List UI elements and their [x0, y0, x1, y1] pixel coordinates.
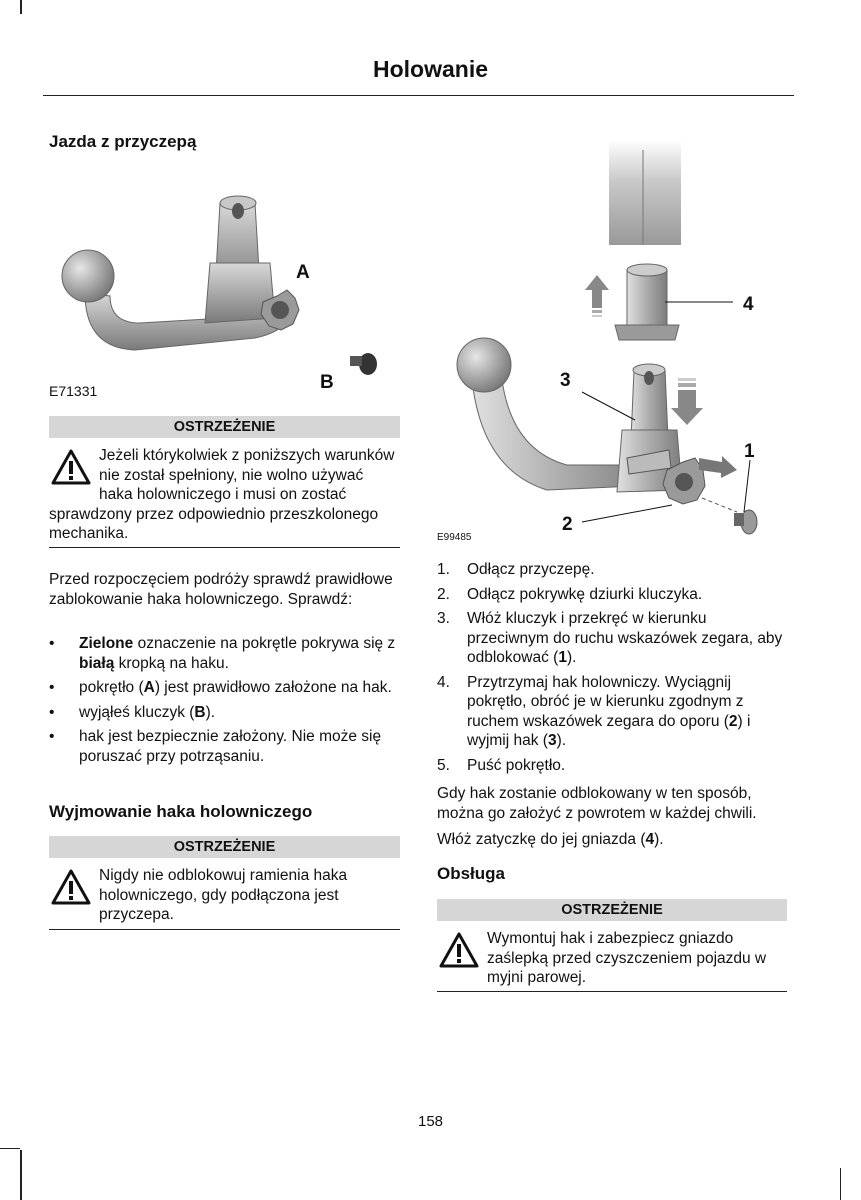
step-number: 3. — [437, 610, 450, 627]
crop-mark-bottom-left-v — [20, 1150, 22, 1200]
step-item — [437, 585, 789, 605]
warning1-header: OSTRZEŻENIE — [49, 416, 400, 438]
bullet-marker: • — [49, 679, 55, 696]
intro-paragraph: Przed rozpoczęciem podróży sprawdź prawidłowe zablokowanie haka holowniczego. Sprawdź: — [49, 571, 393, 608]
bullet-marker: • — [49, 703, 55, 721]
step-item — [437, 609, 789, 668]
warning1-text: Jeżeli którykolwiek z poniższych warunków nie został spełniony, nie wolno używać haka holowniczego i musi on zostać sprawdzony przez odpowiednio przeszkolonego mechanika. — [49, 447, 395, 542]
checklist-item-segment: kropką na haku. — [114, 654, 229, 672]
plug-paragraph-segment: 4 — [645, 831, 655, 848]
checklist-item-segment: wyjąłeś kluczyk ( — [79, 703, 195, 721]
warning1-divider — [49, 547, 400, 548]
page-number: 158 — [417, 1113, 444, 1130]
checklist-item-segment: pokrętło ( — [79, 679, 144, 696]
step-item — [437, 673, 789, 751]
warning1-block — [49, 446, 400, 544]
figure2-callout-1: 1 — [744, 441, 755, 462]
towbar-removal-illustration — [437, 140, 792, 540]
step-number: 1. — [437, 561, 450, 578]
removal-steps — [437, 560, 789, 780]
warning3-header: OSTRZEŻENIE — [437, 899, 787, 921]
title-divider — [43, 95, 794, 96]
step-number: 5. — [437, 756, 450, 774]
checklist-item — [49, 727, 401, 766]
crop-mark-bottom-left-h — [0, 1148, 20, 1149]
step-item — [437, 560, 789, 580]
step-number: 4. — [437, 673, 450, 691]
warning2-divider — [49, 929, 400, 930]
checklist-item-segment: B — [194, 703, 206, 721]
section-heading-removing: Wyjmowanie haka holowniczego — [49, 802, 313, 821]
checklist-item-segment: oznaczenie na pokrętle pokrywa się z — [133, 635, 396, 652]
step-item-segment: 3 — [547, 732, 557, 749]
section-heading-maintenance: Obsługa — [437, 864, 506, 883]
key-part — [350, 353, 377, 375]
checklist-item-segment: ). — [205, 703, 216, 721]
checklist-item-segment: hak jest bezpiecznie założony. Nie może się poruszać przy potrząsaniu. — [79, 728, 382, 765]
figure2-code: E99485 — [437, 532, 472, 543]
checklist-item — [49, 703, 401, 723]
warning3-block — [437, 929, 787, 988]
checklist-item — [49, 634, 401, 673]
step-item-segment: 2 — [728, 712, 738, 730]
checklist-item-segment: Zielone — [79, 635, 134, 652]
warning2-text: Nigdy nie odblokowuj ramienia haka holowniczego, gdy podłączona jest przyczepa. — [99, 867, 348, 923]
checklist-item-segment: białą — [79, 654, 115, 672]
figure1-label-a: A — [296, 262, 310, 283]
step-item-segment: ) i wyjmij hak ( — [467, 712, 751, 749]
towbar-illustration — [55, 178, 395, 383]
crop-mark-bottom-right-v — [840, 1168, 841, 1200]
figure1-label-b: B — [320, 372, 334, 393]
plug-paragraph — [437, 830, 789, 850]
bullet-marker: • — [49, 635, 55, 652]
step-item-segment: Odłącz pokrywkę dziurki kluczyka. — [467, 585, 703, 603]
plug-paragraph-segment: Włóż zatyczkę do jej gniazda ( — [437, 831, 646, 848]
checklist — [49, 634, 401, 771]
warning2-block — [49, 866, 400, 925]
warning3-divider — [437, 991, 787, 992]
figure2-callout-4: 4 — [743, 294, 754, 315]
step-item-segment: Przytrzymaj hak holowniczy. Wyciągnij pokrętło, obróć je w kierunku zgodnym z ruchem wskazówek zegara do oporu ( — [467, 673, 744, 730]
warning-triangle-icon — [51, 448, 91, 486]
checklist-item-segment: ) jest prawidłowo założone na hak. — [154, 679, 392, 696]
figure2-callout-3: 3 — [560, 370, 571, 391]
step-item-segment: ). — [556, 732, 567, 749]
section-heading-towing: Jazda z przyczepą — [49, 132, 197, 151]
plug-paragraph-segment: ). — [654, 831, 664, 848]
unlocked-paragraph: Gdy hak zostanie odblokowany w ten sposób, można go założyć z powrotem w każdej chwili. — [437, 785, 757, 822]
warning-triangle-icon — [439, 931, 479, 969]
warning-triangle-icon — [51, 868, 91, 906]
page-title: Holowanie — [372, 56, 488, 82]
figure1-code: E71331 — [49, 383, 98, 399]
bullet-marker: • — [49, 728, 55, 745]
warning3-text: Wymontuj hak i zabezpiecz gniazdo zaślepką przed czyszczeniem pojazdu w myjni parowej. — [487, 930, 767, 986]
step-item-segment: Odłącz przyczepę. — [467, 561, 595, 578]
step-item-segment: Puść pokrętło. — [467, 756, 566, 774]
step-item-segment: Włóż kluczyk i przekręć w kierunku przeciwnym do ruchu wskazówek zegara, aby odblokować ( — [467, 610, 783, 666]
checklist-item-segment: A — [143, 679, 155, 696]
checklist-item — [49, 678, 401, 698]
step-item-segment: ). — [566, 649, 577, 666]
step-number: 2. — [437, 585, 450, 603]
crop-mark-top-left — [20, 0, 22, 14]
step-item-segment: 1 — [558, 649, 567, 666]
warning2-header: OSTRZEŻENIE — [49, 836, 400, 858]
figure2-callout-2: 2 — [562, 514, 573, 535]
step-item — [437, 756, 789, 776]
